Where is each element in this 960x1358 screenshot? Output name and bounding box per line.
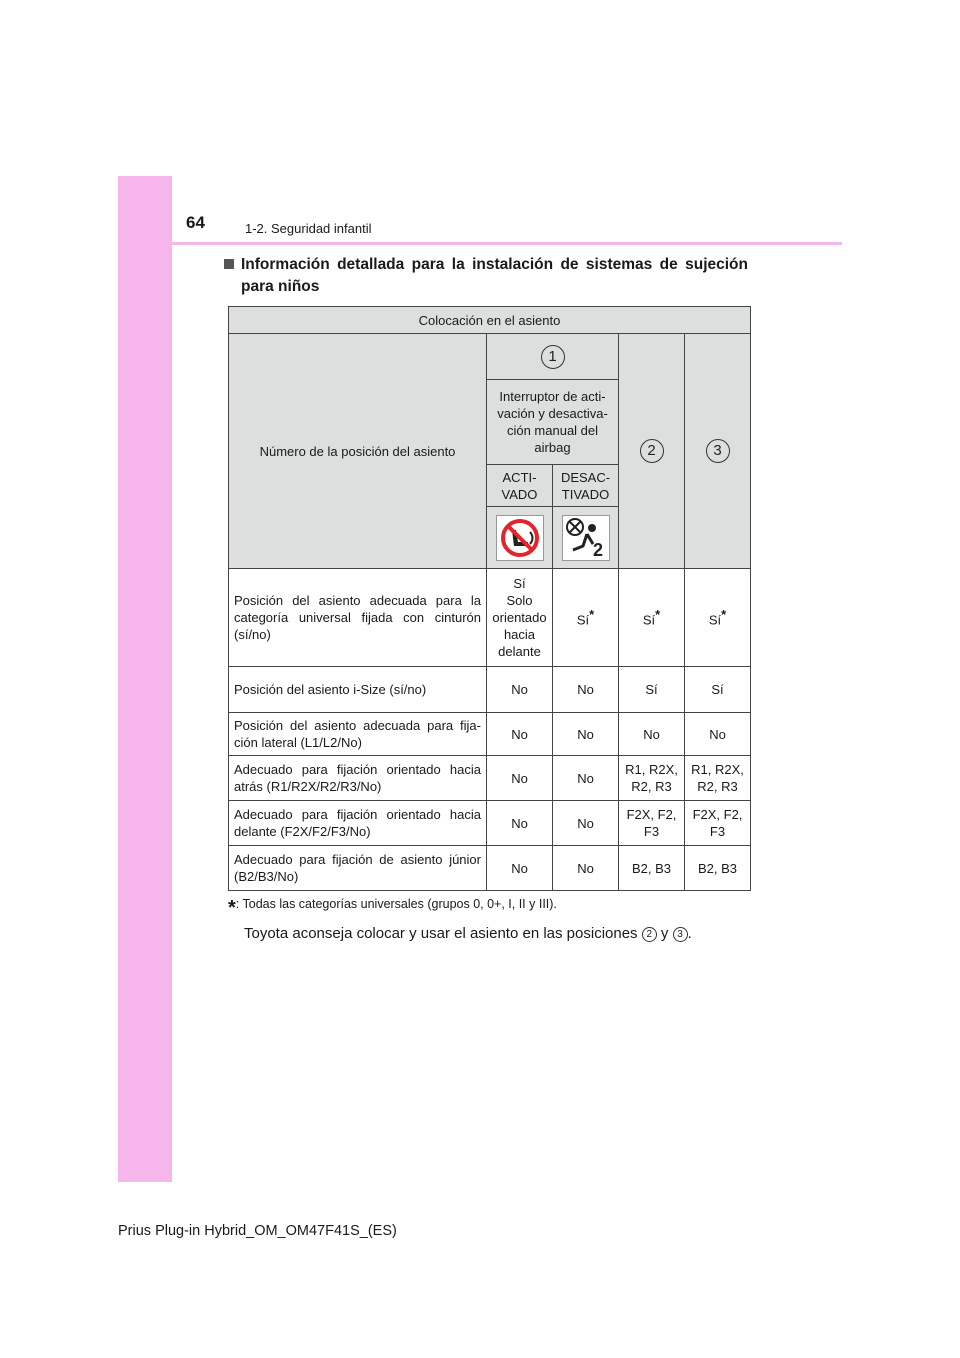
cell-value: Sí bbox=[708, 612, 722, 628]
row-label-forward-facing: Adecuado para fijación orientado hacia delante (F2X/F2/F3/No) bbox=[229, 801, 487, 846]
cell-isize-4: Sí bbox=[685, 667, 751, 713]
cell-lateral-2: No bbox=[553, 713, 619, 756]
row-label-booster: Adecuado para fijación de asiento júnior (B2/B3/No) bbox=[229, 846, 487, 891]
cell-universal-1: Sí Solo orientado hacia delante bbox=[487, 569, 553, 667]
footnote-mark: * bbox=[589, 607, 595, 623]
seat-number-1-cell bbox=[487, 334, 619, 380]
row-label-rear-facing: Adecuado para fijación orientado hacia atrás (R1/R2X/R2/R3/No) bbox=[229, 756, 487, 801]
passenger-airbag-off-icon bbox=[562, 515, 610, 561]
footnote-asterisk: * bbox=[228, 897, 236, 919]
table-caption: Colocación en el asiento bbox=[229, 307, 751, 334]
recommendation-middle: y bbox=[660, 925, 669, 942]
cell-lateral-1: No bbox=[487, 713, 553, 756]
footnote-text: : Todas las categorías universales (grupos 0, 0+, I, II y III). bbox=[235, 897, 557, 911]
table-footnote bbox=[228, 897, 557, 920]
cell-isize-3: Sí bbox=[619, 667, 685, 713]
seat-number-3: 3 bbox=[706, 439, 730, 463]
airbag-switch-label: Interruptor de acti-vación y desactiva-ción manual del airbag bbox=[487, 380, 619, 465]
position-3-marker: 3 bbox=[673, 927, 688, 942]
cell-rear-facing-1: No bbox=[487, 756, 553, 801]
switch-state-off: DESAC-TIVADO bbox=[553, 465, 619, 507]
footnote-mark: * bbox=[721, 607, 727, 623]
row-label-universal: Posición del asiento adecuada para la categoría universal fijada con cinturón (sí/no) bbox=[229, 569, 487, 667]
page-number: 64 bbox=[186, 213, 205, 232]
seat-number-2-cell bbox=[619, 334, 685, 569]
svg-text:2: 2 bbox=[592, 539, 603, 560]
cell-booster-4: B2, B3 bbox=[685, 846, 751, 891]
cell-value: Sí bbox=[642, 612, 656, 628]
side-color-band bbox=[118, 176, 172, 1182]
cell-universal-4 bbox=[685, 569, 751, 667]
cell-lateral-3: No bbox=[619, 713, 685, 756]
icon-cell-off bbox=[553, 507, 619, 569]
seat-number-2: 2 bbox=[640, 439, 664, 463]
cell-rear-facing-4: R1, R2X, R2, R3 bbox=[685, 756, 751, 801]
cell-forward-facing-1: No bbox=[487, 801, 553, 846]
position-number-label: Número de la posición del asiento bbox=[229, 334, 487, 569]
cell-rear-facing-3: R1, R2X, R2, R3 bbox=[619, 756, 685, 801]
seat-suitability-table bbox=[228, 306, 751, 891]
icon-cell-on bbox=[487, 507, 553, 569]
heading-text: Información detallada para la instalación de sistemas de sujeción para niños bbox=[241, 256, 748, 295]
row-label-lateral: Posición del asiento adecuada para fija-ción lateral (L1/L2/No) bbox=[229, 713, 487, 756]
cell-value: Sí bbox=[576, 612, 590, 628]
section-heading bbox=[224, 254, 748, 298]
header-rule bbox=[118, 242, 842, 245]
cell-forward-facing-4: F2X, F2, F3 bbox=[685, 801, 751, 846]
cell-universal-3 bbox=[619, 569, 685, 667]
section-title: 1-2. Seguridad infantil bbox=[245, 221, 372, 236]
cell-lateral-4: No bbox=[685, 713, 751, 756]
cell-universal-2 bbox=[553, 569, 619, 667]
cell-isize-2: No bbox=[553, 667, 619, 713]
cell-forward-facing-2: No bbox=[553, 801, 619, 846]
row-label-isize: Posición del asiento i-Size (sí/no) bbox=[229, 667, 487, 713]
seat-number-3-cell bbox=[685, 334, 751, 569]
footer-model-code: Prius Plug-in Hybrid_OM_OM47F41S_(ES) bbox=[118, 1223, 397, 1239]
recommendation-text bbox=[244, 925, 692, 942]
square-bullet-icon bbox=[224, 259, 234, 269]
cell-booster-2: No bbox=[553, 846, 619, 891]
cell-isize-1: No bbox=[487, 667, 553, 713]
cell-booster-1: No bbox=[487, 846, 553, 891]
seat-number-1: 1 bbox=[541, 345, 565, 369]
position-2-marker: 2 bbox=[642, 927, 657, 942]
footnote-mark: * bbox=[655, 607, 661, 623]
cell-forward-facing-3: F2X, F2, F3 bbox=[619, 801, 685, 846]
no-rear-facing-seat-icon bbox=[496, 515, 544, 561]
switch-state-on: ACTI-VADO bbox=[487, 465, 553, 507]
cell-rear-facing-2: No bbox=[553, 756, 619, 801]
recommendation-before: Toyota aconseja colocar y usar el asiento en las posiciones bbox=[244, 925, 638, 942]
recommendation-after: . bbox=[687, 925, 692, 942]
cell-booster-3: B2, B3 bbox=[619, 846, 685, 891]
